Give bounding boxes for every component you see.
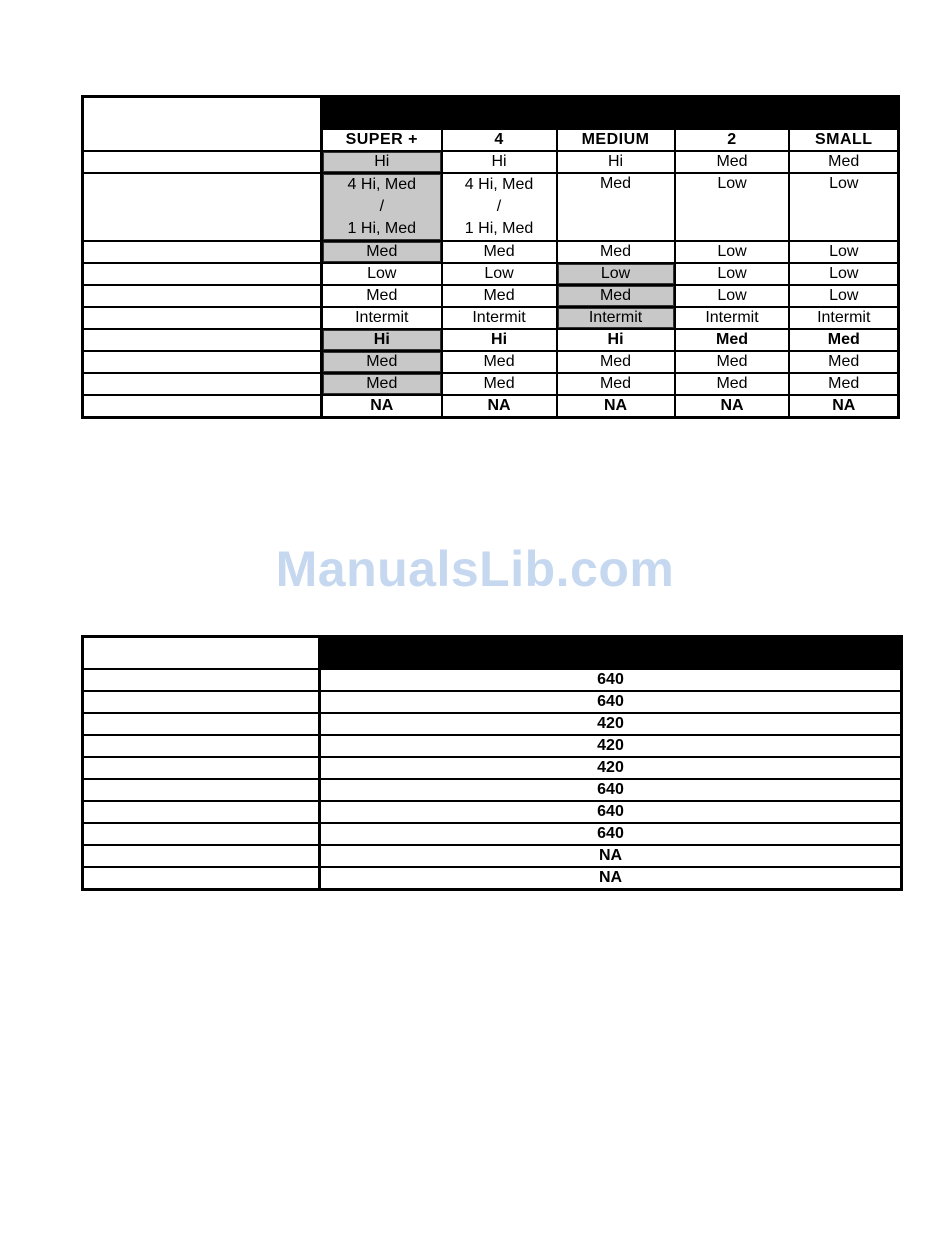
table-cell: 4 Hi, Med / 1 Hi, Med	[442, 173, 557, 241]
table-row	[83, 285, 899, 307]
table-header-banner	[322, 97, 899, 130]
table-cell: NA	[557, 395, 675, 418]
table-cell: 640	[320, 691, 902, 713]
table-row	[83, 329, 899, 351]
row-label	[83, 867, 320, 890]
table-cell: Med	[675, 151, 790, 173]
row-label	[83, 241, 322, 263]
table-cell: Hi	[442, 151, 557, 173]
table-cell: 420	[320, 735, 902, 757]
table-cell: Intermit	[557, 307, 675, 329]
table-cell: Med	[557, 241, 675, 263]
table-cell: Intermit	[322, 307, 442, 329]
table-cell: Low	[675, 285, 790, 307]
table-cell: Med	[557, 373, 675, 395]
table-row	[83, 263, 899, 285]
row-label	[83, 329, 322, 351]
table-cell: NA	[442, 395, 557, 418]
row-label	[83, 823, 320, 845]
row-label	[83, 801, 320, 823]
row-label	[83, 351, 322, 373]
table-cell: Low	[557, 263, 675, 285]
table-cell: Low	[789, 241, 898, 263]
table-cell: Hi	[557, 151, 675, 173]
values-table	[81, 635, 903, 891]
table-row	[83, 669, 902, 691]
row-label	[83, 395, 322, 418]
row-label	[83, 845, 320, 867]
row-label	[83, 285, 322, 307]
table-row	[83, 241, 899, 263]
table-cell: NA	[675, 395, 790, 418]
table-cell: 640	[320, 823, 902, 845]
table-cell: Med	[557, 351, 675, 373]
table-cell: Med	[442, 285, 557, 307]
table-cell: Med	[675, 329, 790, 351]
table-cell: Med	[789, 351, 898, 373]
table-row	[83, 735, 902, 757]
row-label	[83, 713, 320, 735]
table-cell: Low	[675, 173, 790, 241]
table-row	[83, 823, 902, 845]
table-cell: Low	[675, 263, 790, 285]
table-corner-cell	[83, 97, 322, 152]
table-cell: 420	[320, 757, 902, 779]
table-row	[83, 173, 899, 241]
table-cell: Med	[322, 351, 442, 373]
table-cell: Low	[789, 173, 898, 241]
table-cell: 4 Hi, Med / 1 Hi, Med	[322, 173, 442, 241]
table-cell: Med	[442, 241, 557, 263]
table-corner-cell	[83, 637, 320, 670]
table-cell: Med	[789, 329, 898, 351]
table-row	[83, 395, 899, 418]
table-cell: Med	[557, 285, 675, 307]
table-cell: Med	[442, 373, 557, 395]
column-header: SUPER +	[322, 129, 442, 151]
settings-table	[81, 95, 900, 419]
table-cell: Low	[789, 285, 898, 307]
table-row	[83, 801, 902, 823]
row-label	[83, 735, 320, 757]
row-label	[83, 669, 320, 691]
table-row	[83, 867, 902, 890]
watermark-text: ManualsLib.com	[275, 541, 675, 597]
table-cell: Intermit	[789, 307, 898, 329]
row-label	[83, 307, 322, 329]
table-cell: Intermit	[675, 307, 790, 329]
table-cell: Med	[322, 285, 442, 307]
table-header-banner	[320, 637, 902, 670]
table-cell: Med	[322, 241, 442, 263]
table-row	[83, 351, 899, 373]
row-label	[83, 263, 322, 285]
row-label	[83, 373, 322, 395]
column-header: 4	[442, 129, 557, 151]
table-cell: Hi	[322, 151, 442, 173]
table-row	[83, 779, 902, 801]
table-cell: Med	[675, 351, 790, 373]
column-header: 2	[675, 129, 790, 151]
table-row	[83, 845, 902, 867]
table-cell: Low	[322, 263, 442, 285]
table-row	[83, 373, 899, 395]
table-row	[83, 713, 902, 735]
table-cell: 420	[320, 713, 902, 735]
row-label	[83, 779, 320, 801]
column-header: SMALL	[789, 129, 898, 151]
table-cell: Hi	[442, 329, 557, 351]
table-cell: Med	[675, 373, 790, 395]
table-cell: Low	[442, 263, 557, 285]
table-cell: 640	[320, 669, 902, 691]
table-cell: Low	[675, 241, 790, 263]
table-row	[83, 151, 899, 173]
table-cell: Hi	[322, 329, 442, 351]
row-label	[83, 757, 320, 779]
table-cell: Intermit	[442, 307, 557, 329]
row-label	[83, 173, 322, 241]
table-cell: NA	[320, 867, 902, 890]
table-cell: Med	[442, 351, 557, 373]
table-cell: Hi	[557, 329, 675, 351]
table-cell: Med	[322, 373, 442, 395]
table-row	[83, 691, 902, 713]
table-cell: NA	[320, 845, 902, 867]
column-header: MEDIUM	[557, 129, 675, 151]
table-cell: Med	[557, 173, 675, 241]
table-row	[83, 757, 902, 779]
table-cell: Med	[789, 373, 898, 395]
table-cell: 640	[320, 779, 902, 801]
table-row	[83, 307, 899, 329]
row-label	[83, 151, 322, 173]
table-cell: NA	[322, 395, 442, 418]
table-cell: 640	[320, 801, 902, 823]
row-label	[83, 691, 320, 713]
table-cell: NA	[789, 395, 898, 418]
table-cell: Low	[789, 263, 898, 285]
table-cell: Med	[789, 151, 898, 173]
